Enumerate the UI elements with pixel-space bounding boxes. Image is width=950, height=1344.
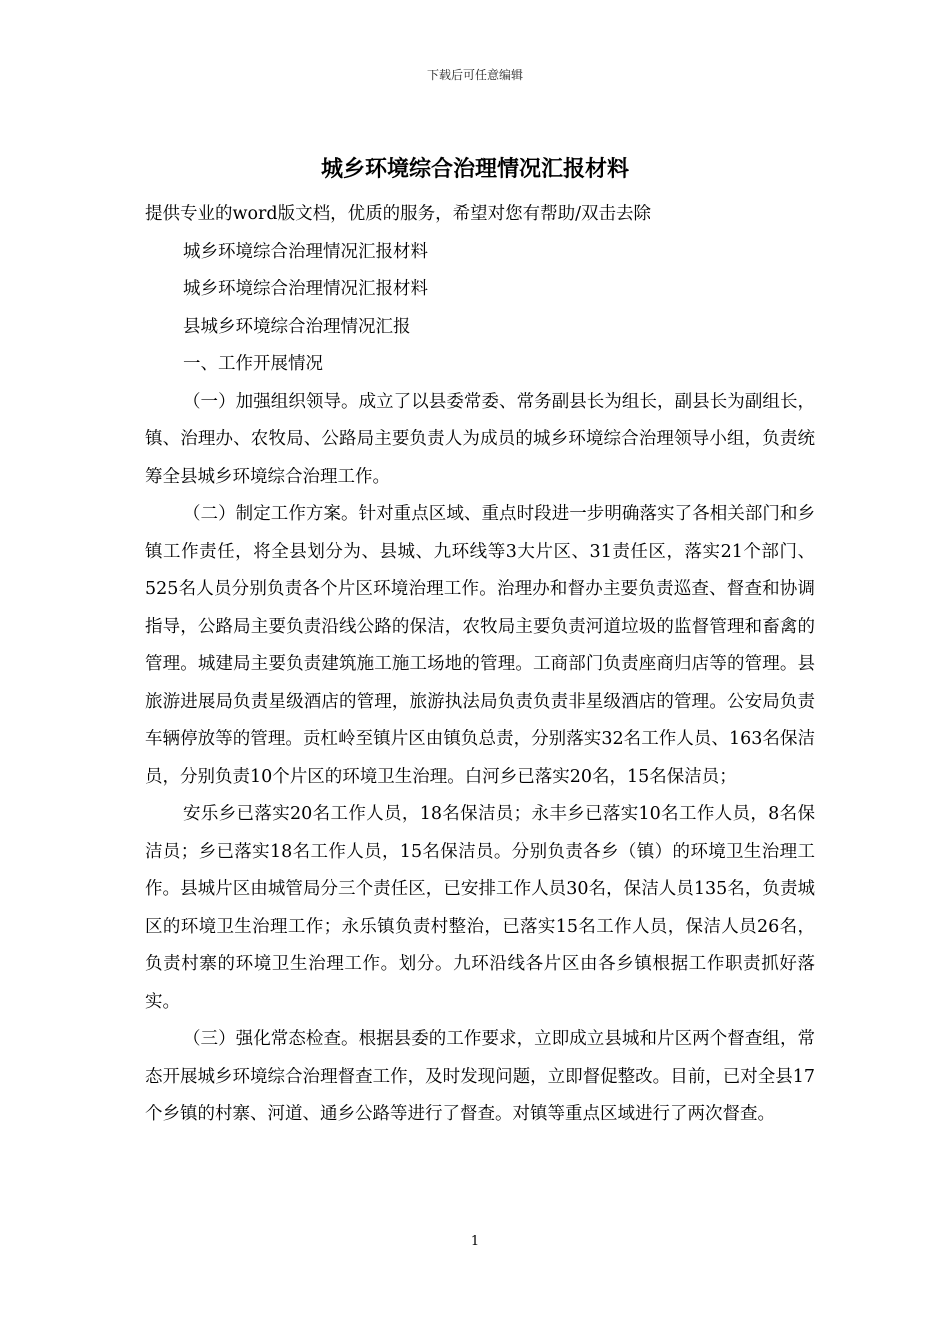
body-paragraph: （一）加强组织领导。成立了以县委常委、常务副县长为组长，副县长为副组长，镇、治理办、农牧局、公路局主要负责人为成员的城乡环境综合治理领导小组，负责统筹全县城乡环境综合治理工作。: [145, 391, 815, 487]
document-body: [145, 196, 815, 1134]
subtitle-line: 县城乡环境综合治理情况汇报: [183, 316, 411, 337]
subtitle-line: 城乡环境综合治理情况汇报材料: [183, 279, 428, 299]
section-heading: 一、工作开展情况: [183, 354, 323, 374]
body-paragraph: 安乐乡已落实20名工作人员，18名保洁员；永丰乡已落实10名工作人员，8名保洁员；乡已落实18名工作人员，15名保洁员。分别负责各乡（镇）的环境卫生治理工作。县城片区由城管局分三个责任区，已安排工作人员30名，保洁人员135名，负责城区的环境卫生治理工作；永乐镇负责村整治，已落实15名工作人员，保洁人员26名，负责村寨的环境卫生治理工作。划分。九环沿线各片区由各乡镇根据工作职责抓好落实。: [145, 804, 815, 1012]
page-number: 1: [470, 1234, 480, 1249]
header-note: 下载后可任意编辑: [426, 68, 523, 82]
intro-note: 提供专业的word版文档，优质的服务，希望对您有帮助/双击去除: [145, 204, 651, 224]
subtitle-line: 城乡环境综合治理情况汇报材料: [183, 241, 428, 262]
body-paragraph: （二）制定工作方案。针对重点区域、重点时段进一步明确落实了各相关部门和乡镇工作责任，将全县划分为、县城、九环线等3大片区、31责任区，落实21个部门、525名人员分别负责各个片区环境治理工作。治理办和督办主要负责巡查、督查和协调指导，公路局主要负责沿线公路的保洁，农牧局主要负责河道垃圾的监督管理和畜禽的管理。城建局主要负责建筑施工施工场地的管理。工商部门负责座商归店等的管理。县旅游进展局负责星级酒店的管理，旅游执法局负责负责非星级酒店的管理。公安局负责车辆停放等的管理。贡杠岭至镇片区由镇负总责，分别落实32名工作人员、163名保洁员，分别负责10个片区的环境卫生治理。白河乡已落实20名，15名保洁员；: [145, 504, 815, 787]
body-paragraph: （三）强化常态检查。根据县委的工作要求，立即成立县城和片区两个督查组，常态开展城乡环境综合治理督查工作，及时发现问题，立即督促整改。目前，已对全县17个乡镇的村寨、河道、通乡公路等进行了督查。对镇等重点区域进行了两次督查。: [145, 1029, 815, 1124]
document-title: 城乡环境综合治理情况汇报材料: [320, 157, 629, 182]
